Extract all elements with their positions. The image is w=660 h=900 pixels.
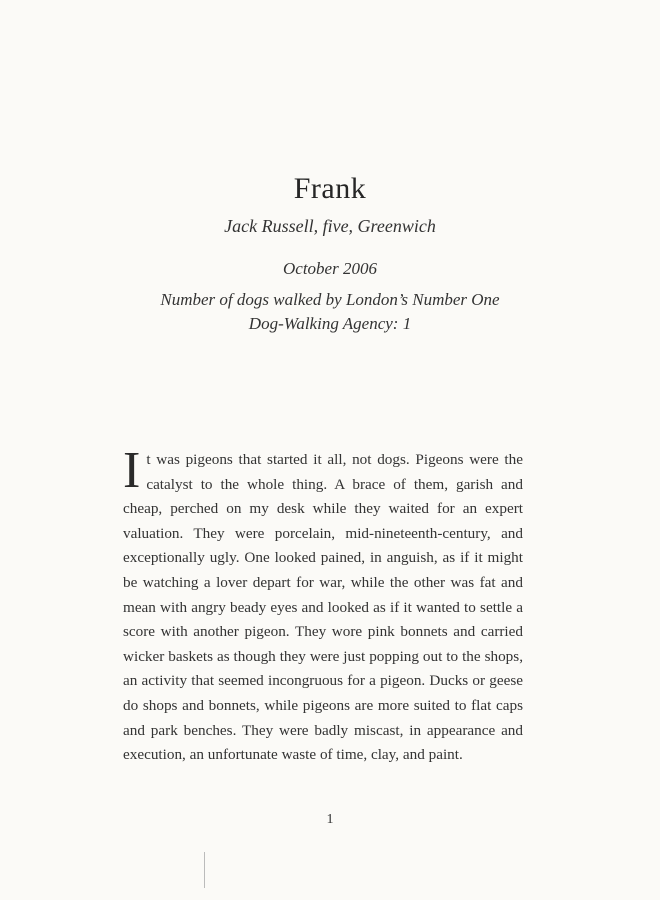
drop-cap: I xyxy=(123,442,141,499)
count-line-2: Dog-Walking Agency: 1 xyxy=(248,314,412,333)
scan-edge-mark xyxy=(204,852,205,888)
count-line-1: Number of dogs walked by London’s Number One xyxy=(160,290,500,309)
chapter-subtitle: Jack Russell, five, Greenwich xyxy=(224,216,436,236)
page-number: 1 xyxy=(326,812,334,827)
chapter-date: October 2006 xyxy=(283,259,377,278)
body-paragraph xyxy=(123,442,523,768)
paragraph-text: t was pigeons that started it all, not dogs. Pigeons were the catalyst to the whole thing. A brace of them, garish and cheap, perched on my desk while they waited for an expert valuation. They were porcelain, mid-nineteenth-century, and exceptionally ugly. One looked pained, in anguish, as if it might be watching a lover depart for war, while the other was fat and mean with angry beady eyes and looked as if it wanted to settle a score with another pigeon. They wore pink bonnets and carried wicker baskets as though they were just popping out to the shops, an activity that seemed incongruous for a pigeon. Ducks or geese do shops and bonnets, while pigeons are more suited to flat caps and park benches. They were badly miscast, in appearance and execution, an unfortunate waste of time, clay, and paint. xyxy=(123,451,523,764)
dogs-walked-count xyxy=(110,288,550,336)
chapter-title: Frank xyxy=(293,172,367,205)
